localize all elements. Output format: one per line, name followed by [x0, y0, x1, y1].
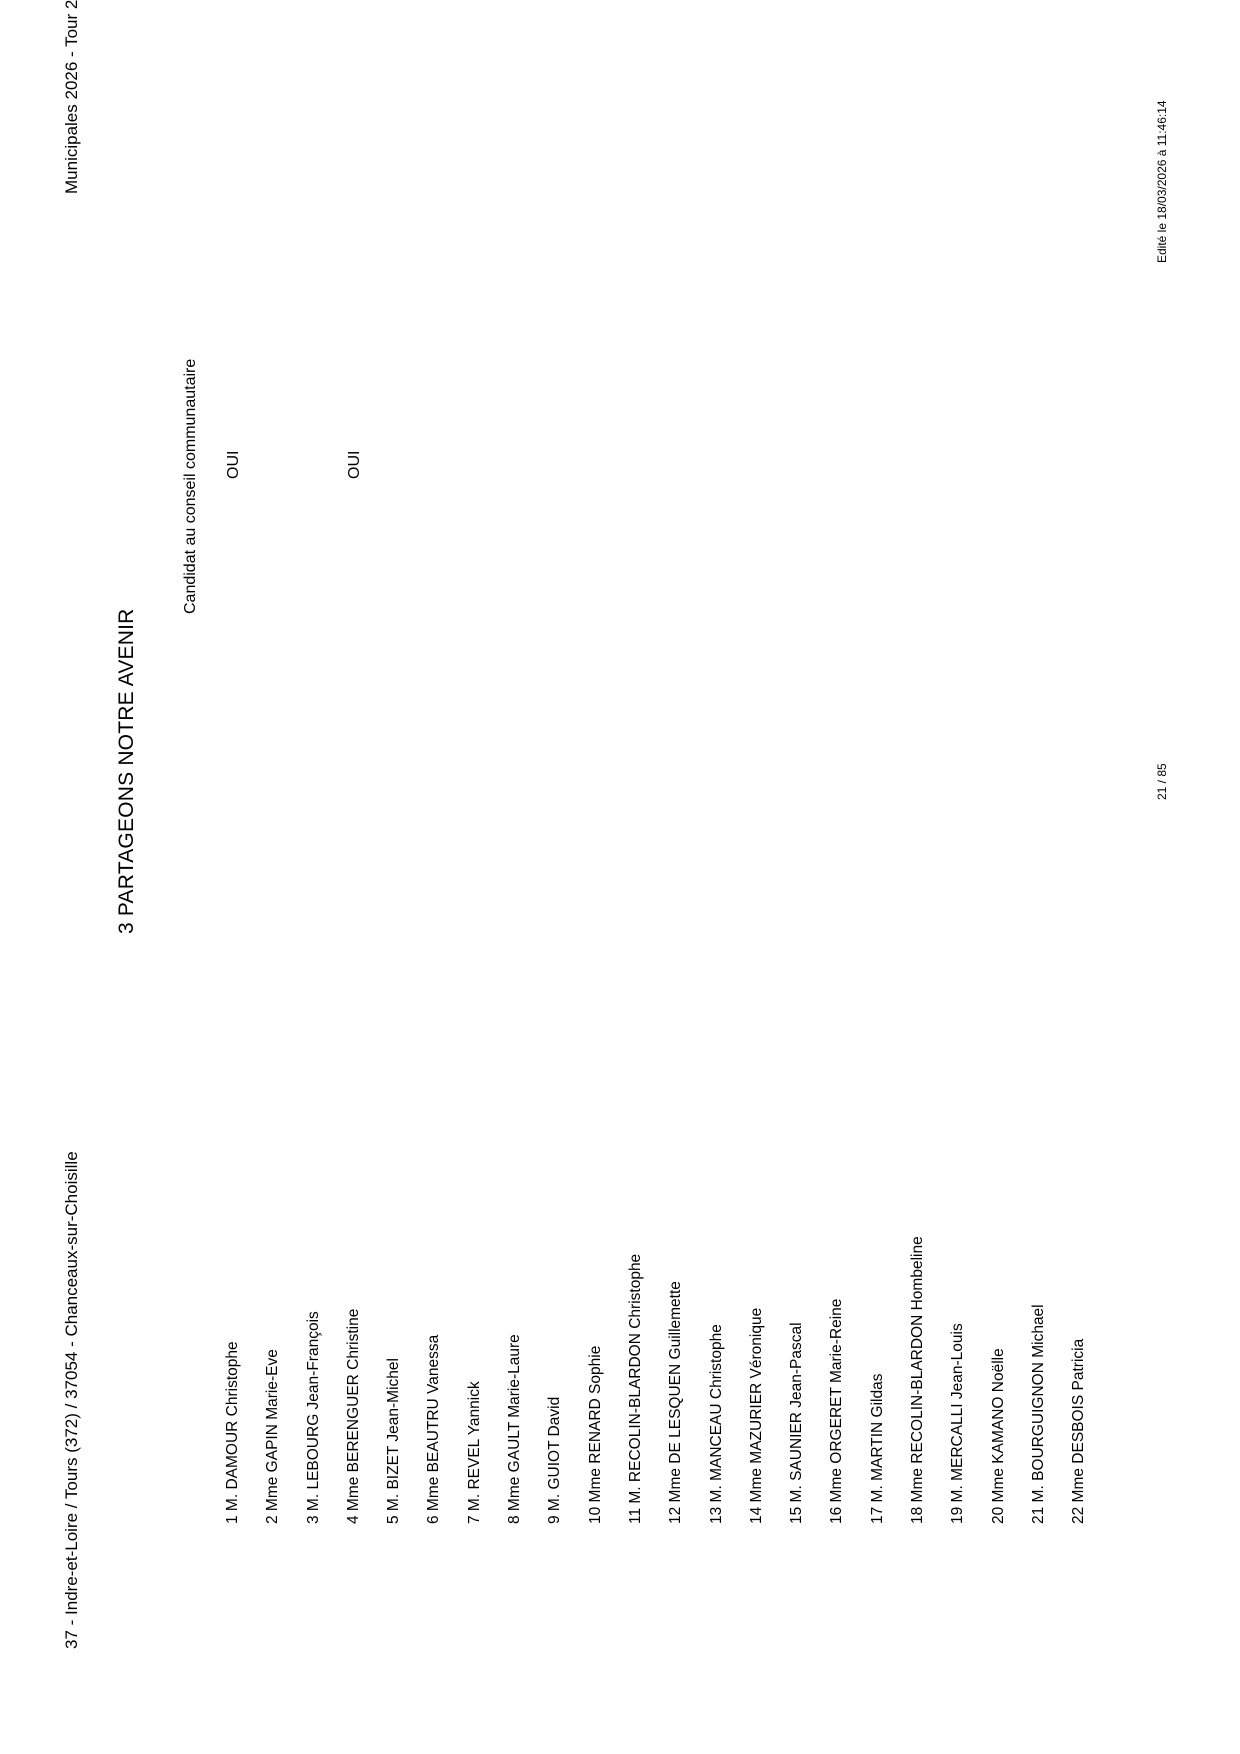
list-item: 15 M. SAUNIER Jean-Pascal [788, 1322, 806, 1524]
list-item: 3 M. LEBOURG Jean-François [304, 1311, 322, 1524]
list-item: 6 Mme BEAUTRU Vanessa [425, 1334, 443, 1524]
list-item: 9 M. GUIOT David [546, 1396, 564, 1524]
list-item: 13 M. MANCEAU Christophe [707, 1324, 725, 1524]
list-item: 14 Mme MAZURIER Véronique [747, 1307, 765, 1524]
list-item: 19 M. MERCALLI Jean-Louis [949, 1323, 967, 1524]
list-item: 10 Mme RENARD Sophie [586, 1345, 604, 1524]
communautaire-flag-4: OUI [346, 450, 363, 479]
list-item: 16 Mme ORGERET Marie-Reine [828, 1298, 846, 1524]
list-item: 7 M. REVEL Yannick [465, 1381, 483, 1524]
header-location: 37 - Indre-et-Loire / Tours (372) / 37054 - Chanceaux-sur-Choisille [62, 1151, 81, 1649]
list-item: 11 M. RECOLIN-BLARDON Christophe [626, 1253, 644, 1524]
header-election: Municipales 2026 - Tour 2 [62, 0, 81, 194]
list-item: 4 Mme BERENGUER Christine [344, 1308, 362, 1524]
list-item: 1 M. DAMOUR Christophe [224, 1341, 241, 1524]
list-item: 12 Mme DE LESQUEN Guillemette [667, 1281, 685, 1524]
list-item: 20 Mme KAMANO Noëlle [989, 1348, 1007, 1524]
list-item: 22 Mme DESBOIS Patricia [1070, 1338, 1088, 1524]
list-item: 18 Mme RECOLIN-BLARDON Hombeline [909, 1236, 927, 1524]
list-item: 21 M. BOURGUIGNON Michael [1029, 1304, 1047, 1524]
candidate-list [223, 1236, 1110, 1524]
list-title: 3 PARTAGEONS NOTRE AVENIR [115, 608, 138, 934]
list-item: 5 M. BIZET Jean-Michel [385, 1358, 403, 1524]
list-item: 2 Mme GAPIN Marie-Eve [264, 1349, 282, 1524]
edit-timestamp: Edité le 18/03/2026 à 11:46:14 [1155, 100, 1169, 263]
list-item: 8 Mme GAULT Marie-Laure [506, 1334, 524, 1524]
communautaire-flag-1: OUI [225, 450, 242, 479]
list-item: 17 M. MARTIN Gildas [868, 1373, 886, 1524]
column-header-communautaire: Candidat au conseil communautaire [182, 358, 199, 614]
page-number: 21 / 85 [1155, 763, 1169, 800]
